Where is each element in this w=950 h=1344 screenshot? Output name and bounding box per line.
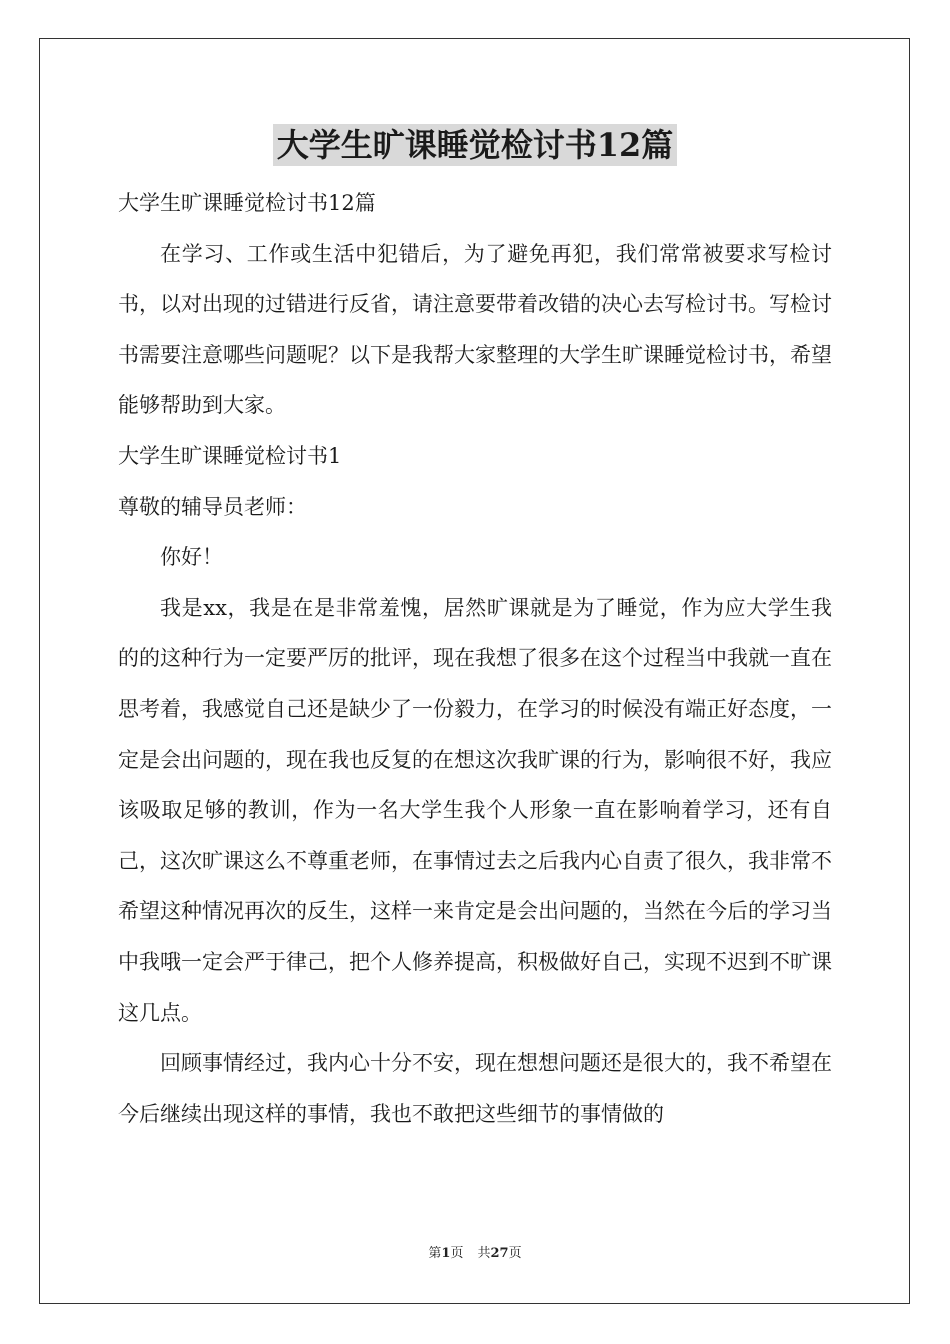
greeting: 你好！	[160, 545, 223, 570]
section-heading: 大学生旷课睡觉检讨书1	[118, 443, 342, 468]
page-prefix: 第	[428, 1246, 442, 1261]
total-suffix: 页	[508, 1246, 522, 1261]
document-title: 大学生旷课睡觉检讨书12篇	[273, 124, 678, 166]
page-footer	[0, 1245, 950, 1263]
total-pages: 27	[490, 1246, 509, 1261]
paragraph: 在学习、工作或生活中犯错后，为了避免再犯，我们常常被要求写检讨书，以对出现的过错进行反省，请注意要带着改错的决心去写检讨书。写检讨书需要注意哪些问题呢？以下是我帮大家整理的大学生旷课睡觉检讨书，希望能够帮助到大家。	[118, 241, 832, 418]
page-suffix: 页	[450, 1246, 464, 1261]
page-number: 1	[441, 1246, 451, 1261]
salutation: 尊敬的辅导员老师：	[118, 494, 307, 519]
paragraph: 我是xx，我是在是非常羞愧，居然旷课就是为了睡觉，作为应大学生我的的这种行为一定要严厉的批评，现在我想了很多在这个过程当中我就一直在思考着，我感觉自己还是缺少了一份毅力，在学习的时候没有端正好态度，一定是会出问题的，现在我也反复的在想这次我旷课的行为，影响很不好，我应该吸取足够的教训，作为一名大学生我个人形象一直在影响着学习，还有自己，这次旷课这么不尊重老师，在事情过去之后我内心自责了很久，我非常不希望这种情况再次的反生，这样一来肯定是会出问题的，当然在今后的学习当中我哦一定会严于律己，把个人修养提高，积极做好自己，实现不迟到不旷课这几点。	[118, 595, 832, 1025]
total-prefix: 共	[477, 1246, 491, 1261]
paragraph: 大学生旷课睡觉检讨书12篇	[118, 191, 376, 215]
document-body	[118, 178, 832, 1139]
title-container	[0, 124, 950, 166]
paragraph: 回顾事情经过，我内心十分不安，现在想想问题还是很大的，我不希望在今后继续出现这样的事情，我也不敢把这些细节的事情做的	[118, 1051, 832, 1126]
